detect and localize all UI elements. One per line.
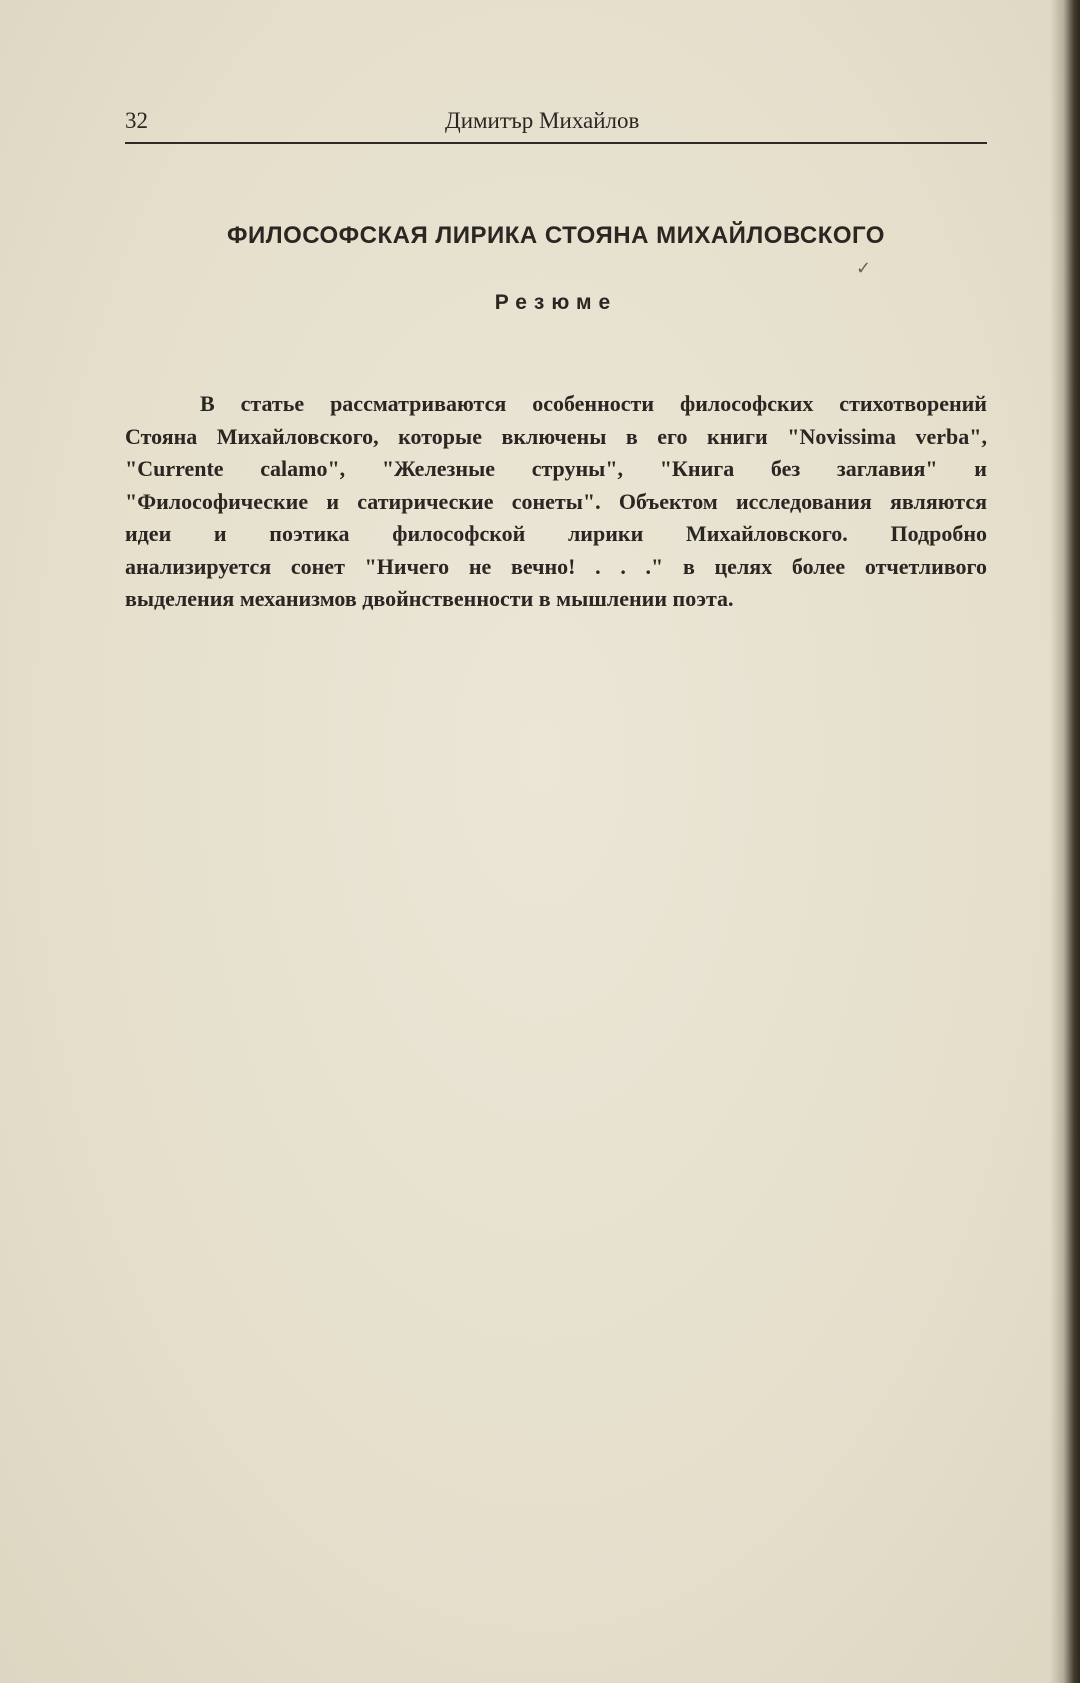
summary-line: выделения механизмов двойнственности в мышлении поэта.: [125, 586, 734, 611]
summary-line: идеи и поэтика философской лирики Михайловского. Подробно: [125, 521, 987, 546]
check-mark-icon: ✓: [856, 258, 872, 279]
summary-paragraph: [125, 388, 987, 616]
summary-line: В статье рассматриваются особенности философских стихотворений: [200, 391, 987, 416]
running-head-author: Димитър Михайлов: [445, 108, 640, 133]
header-rule: [125, 142, 987, 144]
summary-heading: Резюме: [494, 291, 618, 314]
page-edge-shadow: [1050, 0, 1080, 1683]
summary-line: "Философические и сатирические сонеты". Объектом исследования являются: [125, 488, 987, 514]
page-number: 32: [125, 108, 148, 133]
summary-line: "Currente calamo", "Железные струны", "Книга без заглавия" и: [125, 456, 987, 481]
running-head: [125, 108, 987, 144]
article-title: ФИЛОСОФСКАЯ ЛИРИКА СТОЯНА МИХАЙЛОВСКОГО: [227, 222, 885, 249]
summary-line: анализируется сонет "Ничего не вечно! . . ." в целях более отчетливого: [125, 553, 987, 579]
summary-line: Стояна Михайловского, которые включены в его книги "Novissima verba",: [125, 423, 987, 449]
